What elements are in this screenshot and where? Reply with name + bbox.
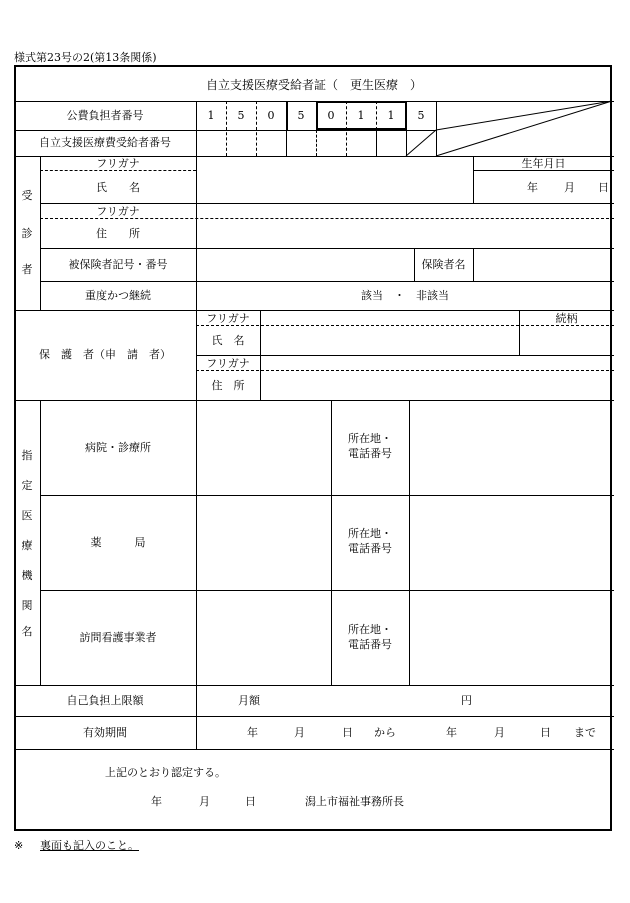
patient-section-char-2: 診 bbox=[21, 227, 33, 240]
form-title: 自立支援医療受給者証（ 更生医療 ） bbox=[205, 78, 422, 92]
yen-unit: 円 bbox=[461, 694, 472, 707]
severe-continuous-value: 該当 ・ 非該当 bbox=[361, 289, 449, 302]
payer-digit-1: 1 bbox=[207, 109, 215, 122]
hospital-label: 病院・診療所 bbox=[85, 441, 151, 454]
institution-section-char-2: 定 bbox=[21, 479, 33, 492]
footnote-text: 裏面も記入のこと。 bbox=[40, 839, 139, 852]
payer-digit-8: 5 bbox=[417, 109, 425, 122]
validity-from-day: 日 bbox=[342, 726, 353, 739]
patient-furigana2-label: フリガナ bbox=[96, 205, 140, 218]
patient-furigana-label: フリガナ bbox=[96, 157, 140, 170]
hospital-location-label-1: 所在地・ bbox=[348, 432, 392, 445]
guardian-section-label: 保 護 者（申 請 者） bbox=[39, 348, 171, 361]
insured-number-label: 被保険者記号・番号 bbox=[68, 258, 168, 271]
home-nursing-label: 訪問看護事業者 bbox=[79, 631, 157, 644]
payer-digit-6: 1 bbox=[357, 109, 365, 122]
public-payer-label: 公費負担者番号 bbox=[66, 109, 144, 122]
validity-to-word: まで bbox=[574, 726, 596, 739]
monthly-label: 月額 bbox=[238, 694, 260, 707]
certification-statement: 上記のとおり認定する。 bbox=[105, 766, 226, 779]
institution-section-char-5: 機 bbox=[21, 569, 33, 582]
pharmacy-location-label-1: 所在地・ bbox=[348, 527, 392, 540]
validity-to-year: 年 bbox=[446, 726, 457, 739]
issuer-name: 潟上市福祉事務所長 bbox=[305, 795, 404, 808]
insurer-name-label: 保険者名 bbox=[421, 258, 466, 271]
payer-digit-2: 5 bbox=[237, 109, 245, 122]
footnote-mark: ※ bbox=[14, 839, 24, 852]
validity-from-word: から bbox=[374, 726, 396, 739]
institution-section-char-1: 指 bbox=[21, 449, 33, 462]
severe-continuous-label: 重度かつ継続 bbox=[85, 289, 151, 302]
validity-label: 有効期間 bbox=[83, 726, 127, 739]
birth-month-unit: 月 bbox=[564, 181, 575, 194]
payer-digit-5: 0 bbox=[327, 109, 335, 122]
hospital-location-label-2: 電話番号 bbox=[348, 447, 392, 460]
payer-digit-3: 0 bbox=[267, 109, 275, 122]
validity-from-month: 月 bbox=[294, 726, 305, 739]
guardian-address-label: 住 所 bbox=[211, 379, 245, 392]
pharmacy-label: 薬 局 bbox=[90, 536, 146, 549]
cert-month-unit: 月 bbox=[199, 795, 210, 808]
payer-digit-7: 1 bbox=[387, 109, 395, 122]
payer-digit-4: 5 bbox=[297, 109, 305, 122]
home-nursing-location-label-2: 電話番号 bbox=[348, 638, 392, 651]
birth-year-unit: 年 bbox=[527, 181, 538, 194]
relation-label: 続柄 bbox=[555, 312, 578, 325]
patient-section-char-3: 者 bbox=[21, 263, 33, 276]
birthdate-label: 生年月日 bbox=[521, 157, 566, 170]
patient-name-label: 氏 名 bbox=[96, 181, 140, 194]
guardian-name-label: 氏 名 bbox=[211, 334, 245, 347]
pharmacy-location-label-2: 電話番号 bbox=[348, 542, 392, 555]
validity-to-day: 日 bbox=[540, 726, 551, 739]
institution-section-char-7: 名 bbox=[21, 625, 33, 638]
form-number: 様式第23号の2(第13条関係) bbox=[14, 51, 157, 64]
validity-from-year: 年 bbox=[247, 726, 258, 739]
guardian-furigana2-label: フリガナ bbox=[206, 357, 250, 370]
patient-address-label: 住 所 bbox=[96, 227, 140, 240]
copay-limit-label: 自己負担上限額 bbox=[66, 694, 144, 707]
cert-day-unit: 日 bbox=[245, 795, 256, 808]
home-nursing-location-label-1: 所在地・ bbox=[348, 623, 392, 636]
institution-section-char-6: 関 bbox=[21, 599, 33, 612]
birth-day-unit: 日 bbox=[598, 181, 609, 194]
institution-section-char-3: 医 bbox=[21, 509, 33, 522]
recipient-number-label: 自立支援医療費受給者番号 bbox=[39, 136, 171, 149]
patient-section-char-1: 受 bbox=[21, 189, 33, 202]
cert-year-unit: 年 bbox=[151, 795, 162, 808]
guardian-furigana-label: フリガナ bbox=[206, 312, 250, 325]
validity-to-month: 月 bbox=[494, 726, 505, 739]
institution-section-char-4: 療 bbox=[21, 539, 33, 552]
